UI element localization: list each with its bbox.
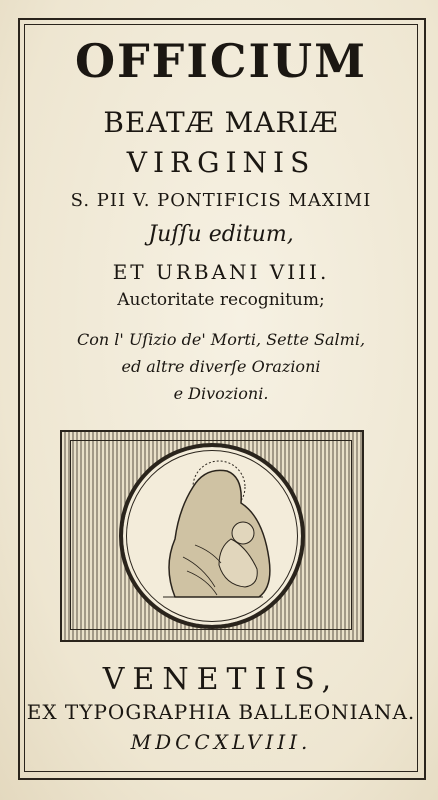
title-line-orazioni: ed altre diverſe Orazioni: [121, 357, 321, 376]
title-line-urbani-viii: ET URBANI VIII.: [112, 260, 330, 284]
imprint-place: VENETIIS,: [102, 662, 340, 697]
title-line-pius-v: S. PII V. PONTIFICIS MAXIMI: [70, 190, 372, 211]
madonna-medallion: [119, 443, 305, 629]
imprint-year: MDCCXLVIII.: [130, 730, 312, 754]
title-line-virginis: VIRGINIS: [126, 146, 316, 179]
title-line-auctoritate: Auctoritate recognitum;: [117, 290, 325, 310]
title-line-divozioni: e Divozioni.: [173, 384, 269, 403]
title-line-beatae-mariae: BEATÆ MARIÆ: [103, 106, 339, 139]
title-line-uffizio: Con l' Uſizio de' Morti, Sette Salmi,: [76, 330, 366, 349]
engraving-madonna-and-child: [60, 430, 364, 642]
imprint-printer: EX TYPOGRAPHIA BALLEONIANA.: [26, 700, 416, 724]
madonna-child-illustration: [123, 447, 301, 625]
title-line-officium: OFFICIUM: [74, 34, 368, 88]
title-line-jussu-editum: Juſſu editum,: [148, 222, 294, 247]
